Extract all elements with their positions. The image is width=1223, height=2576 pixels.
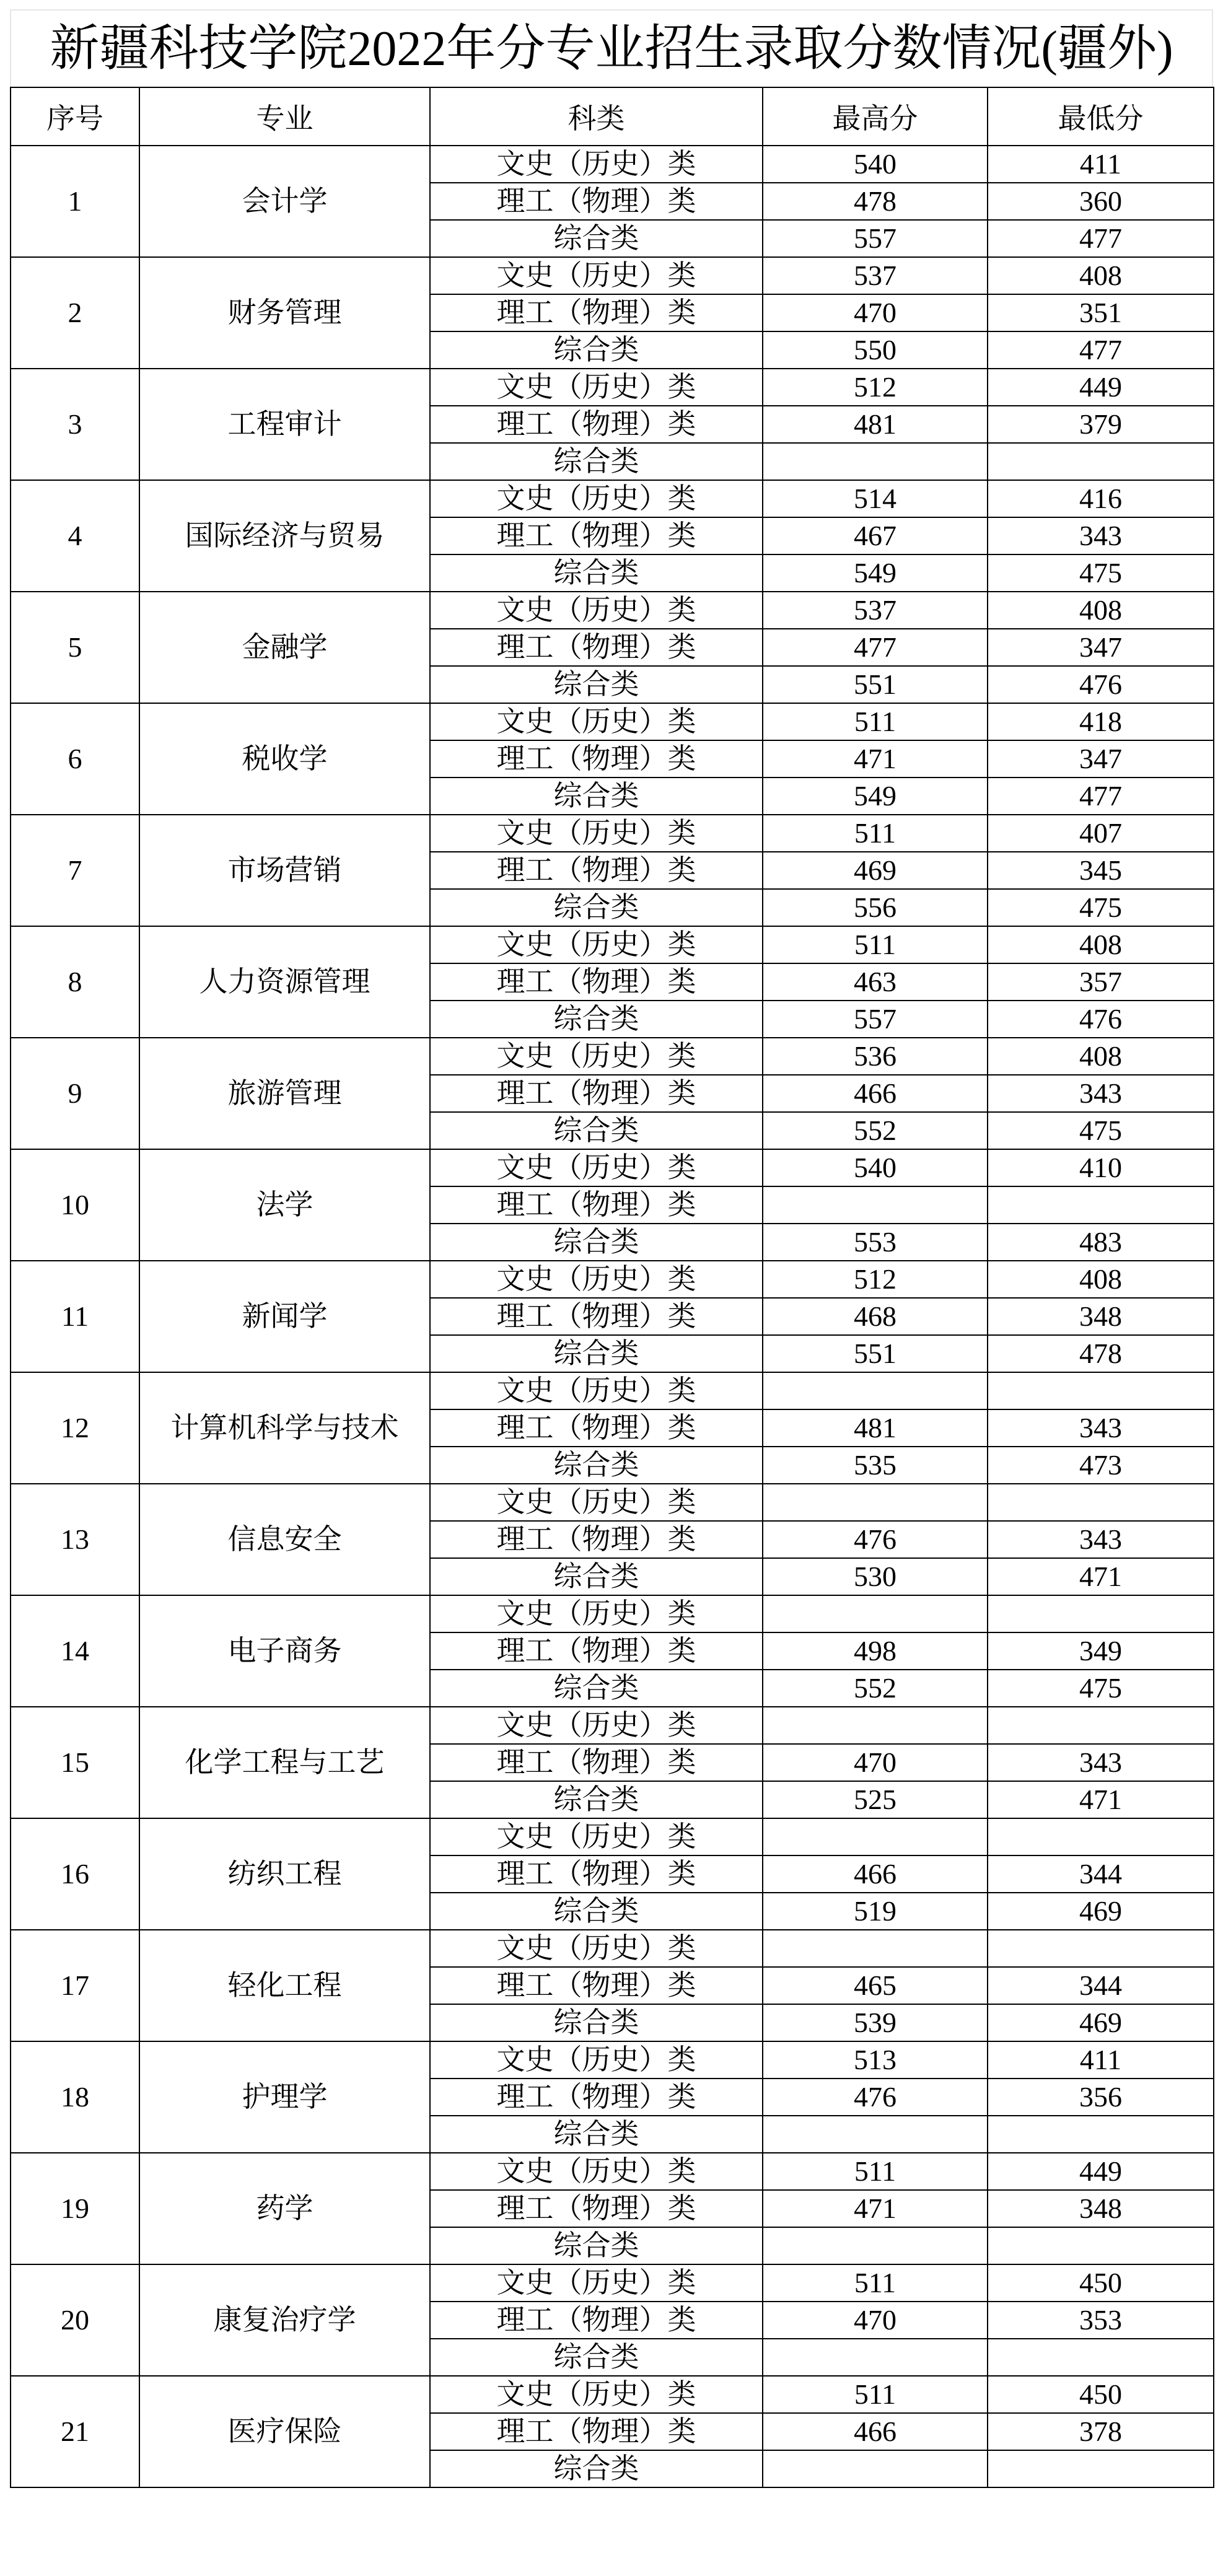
cell-seq: 9 [11, 1038, 139, 1149]
cell-max-score: 511 [763, 926, 988, 963]
cell-max-score: 540 [763, 1149, 988, 1186]
cell-category: 综合类 [430, 1001, 763, 1038]
cell-category: 文史（历史）类 [430, 1930, 763, 1967]
cell-major: 市场营销 [139, 815, 430, 926]
cell-major: 医疗保险 [139, 2376, 430, 2487]
cell-min-score: 353 [988, 2302, 1214, 2339]
cell-category: 综合类 [430, 331, 763, 369]
cell-category: 理工（物理）类 [430, 1967, 763, 2004]
cell-seq: 12 [11, 1372, 139, 1484]
cell-category: 综合类 [430, 2116, 763, 2153]
cell-min-score: 343 [988, 517, 1214, 554]
cell-min-score: 343 [988, 1409, 1214, 1447]
cell-major: 信息安全 [139, 1484, 430, 1595]
cell-min-score: 347 [988, 740, 1214, 778]
cell-category: 理工（物理）类 [430, 2302, 763, 2339]
table-row [11, 257, 1214, 294]
cell-seq: 17 [11, 1930, 139, 2041]
cell-max-score [763, 1186, 988, 1224]
cell-min-score: 343 [988, 1075, 1214, 1112]
cell-min-score: 471 [988, 1781, 1214, 1818]
cell-max-score: 530 [763, 1558, 988, 1595]
cell-category: 综合类 [430, 1558, 763, 1595]
cell-major: 人力资源管理 [139, 926, 430, 1038]
cell-max-score: 552 [763, 1670, 988, 1707]
cell-max-score: 550 [763, 331, 988, 369]
cell-min-score: 477 [988, 220, 1214, 257]
cell-max-score: 481 [763, 406, 988, 443]
cell-min-score: 483 [988, 1224, 1214, 1261]
cell-max-score: 512 [763, 369, 988, 406]
cell-category: 文史（历史）类 [430, 2376, 763, 2413]
cell-min-score: 475 [988, 554, 1214, 592]
cell-min-score [988, 2227, 1214, 2264]
cell-category: 文史（历史）类 [430, 1149, 763, 1186]
cell-category: 综合类 [430, 1781, 763, 1818]
cell-major: 康复治疗学 [139, 2264, 430, 2376]
cell-min-score: 416 [988, 480, 1214, 517]
admission-scores-table [10, 87, 1214, 2488]
cell-min-score [988, 1186, 1214, 1224]
cell-max-score: 537 [763, 592, 988, 629]
cell-category: 综合类 [430, 1670, 763, 1707]
table-row [11, 480, 1214, 517]
cell-max-score: 551 [763, 1335, 988, 1372]
cell-max-score: 470 [763, 294, 988, 331]
cell-category: 文史（历史）类 [430, 369, 763, 406]
cell-category: 理工（物理）类 [430, 1521, 763, 1558]
cell-major: 会计学 [139, 146, 430, 257]
cell-max-score: 511 [763, 2376, 988, 2413]
cell-max-score: 549 [763, 554, 988, 592]
cell-min-score: 408 [988, 257, 1214, 294]
cell-category: 综合类 [430, 2227, 763, 2264]
cell-min-score: 408 [988, 926, 1214, 963]
cell-category: 理工（物理）类 [430, 517, 763, 554]
cell-major: 法学 [139, 1149, 430, 1261]
cell-min-score [988, 2450, 1214, 2487]
cell-max-score: 540 [763, 146, 988, 183]
table-row [11, 1038, 1214, 1075]
cell-max-score: 525 [763, 1781, 988, 1818]
cell-max-score: 481 [763, 1409, 988, 1447]
cell-max-score [763, 1595, 988, 1632]
cell-max-score [763, 2450, 988, 2487]
cell-category: 综合类 [430, 220, 763, 257]
cell-max-score: 511 [763, 703, 988, 740]
cell-max-score: 557 [763, 220, 988, 257]
cell-category: 综合类 [430, 554, 763, 592]
cell-min-score: 478 [988, 1335, 1214, 1372]
cell-category: 理工（物理）类 [430, 2190, 763, 2227]
cell-category: 文史（历史）类 [430, 2041, 763, 2079]
cell-min-score [988, 443, 1214, 480]
cell-max-score: 465 [763, 1967, 988, 2004]
cell-category: 文史（历史）类 [430, 146, 763, 183]
cell-seq: 11 [11, 1261, 139, 1372]
cell-min-score: 475 [988, 1112, 1214, 1149]
cell-min-score: 408 [988, 1261, 1214, 1298]
cell-max-score [763, 443, 988, 480]
cell-category: 文史（历史）类 [430, 926, 763, 963]
cell-seq: 19 [11, 2153, 139, 2264]
cell-max-score [763, 2339, 988, 2376]
cell-category: 文史（历史）类 [430, 2153, 763, 2190]
cell-seq: 4 [11, 480, 139, 592]
table-row [11, 1707, 1214, 1744]
cell-seq: 3 [11, 369, 139, 480]
cell-min-score: 418 [988, 703, 1214, 740]
cell-seq: 21 [11, 2376, 139, 2487]
cell-category: 文史（历史）类 [430, 703, 763, 740]
cell-max-score: 476 [763, 2079, 988, 2116]
cell-category: 理工（物理）类 [430, 1855, 763, 1893]
cell-max-score [763, 2116, 988, 2153]
cell-major: 轻化工程 [139, 1930, 430, 2041]
cell-max-score: 537 [763, 257, 988, 294]
cell-major: 财务管理 [139, 257, 430, 369]
cell-min-score: 475 [988, 1670, 1214, 1707]
cell-max-score: 498 [763, 1632, 988, 1670]
cell-min-score: 343 [988, 1521, 1214, 1558]
cell-max-score: 512 [763, 1261, 988, 1298]
cell-category: 综合类 [430, 1893, 763, 1930]
table-row [11, 1595, 1214, 1632]
cell-min-score: 357 [988, 963, 1214, 1001]
cell-seq: 10 [11, 1149, 139, 1261]
cell-max-score: 471 [763, 2190, 988, 2227]
cell-seq: 7 [11, 815, 139, 926]
header-max-score: 最高分 [763, 87, 988, 146]
cell-major: 护理学 [139, 2041, 430, 2153]
cell-max-score [763, 2227, 988, 2264]
cell-seq: 18 [11, 2041, 139, 2153]
cell-max-score [763, 1484, 988, 1521]
cell-min-score: 449 [988, 369, 1214, 406]
cell-max-score: 476 [763, 1521, 988, 1558]
header-min-score: 最低分 [988, 87, 1214, 146]
cell-min-score: 356 [988, 2079, 1214, 2116]
cell-max-score: 557 [763, 1001, 988, 1038]
cell-max-score: 511 [763, 815, 988, 852]
cell-category: 文史（历史）类 [430, 1372, 763, 1409]
cell-max-score: 556 [763, 889, 988, 926]
cell-major: 旅游管理 [139, 1038, 430, 1149]
cell-seq: 2 [11, 257, 139, 369]
page-title: 新疆科技学院2022年分专业招生录取分数情况(疆外) [50, 21, 1173, 76]
cell-min-score: 473 [988, 1447, 1214, 1484]
cell-max-score: 552 [763, 1112, 988, 1149]
cell-max-score: 553 [763, 1224, 988, 1261]
cell-min-score: 410 [988, 1149, 1214, 1186]
table-row [11, 2376, 1214, 2413]
cell-min-score: 477 [988, 331, 1214, 369]
cell-category: 综合类 [430, 2339, 763, 2376]
cell-category: 综合类 [430, 2004, 763, 2041]
cell-max-score: 471 [763, 740, 988, 778]
table-row [11, 2041, 1214, 2079]
table-row [11, 1261, 1214, 1298]
cell-max-score: 463 [763, 963, 988, 1001]
cell-major: 纺织工程 [139, 1818, 430, 1930]
cell-max-score: 466 [763, 1075, 988, 1112]
cell-category: 理工（物理）类 [430, 406, 763, 443]
cell-seq: 15 [11, 1707, 139, 1818]
cell-category: 文史（历史）类 [430, 1038, 763, 1075]
cell-category: 文史（历史）类 [430, 257, 763, 294]
cell-major: 国际经济与贸易 [139, 480, 430, 592]
cell-category: 理工（物理）类 [430, 740, 763, 778]
cell-seq: 6 [11, 703, 139, 815]
cell-max-score: 468 [763, 1298, 988, 1335]
cell-category: 理工（物理）类 [430, 1744, 763, 1781]
cell-category: 综合类 [430, 1335, 763, 1372]
cell-max-score: 514 [763, 480, 988, 517]
cell-seq: 16 [11, 1818, 139, 1930]
cell-min-score: 344 [988, 1855, 1214, 1893]
table-row [11, 146, 1214, 183]
table-row [11, 1818, 1214, 1855]
cell-min-score: 345 [988, 852, 1214, 889]
cell-category: 综合类 [430, 1447, 763, 1484]
cell-category: 理工（物理）类 [430, 1409, 763, 1447]
cell-category: 理工（物理）类 [430, 2413, 763, 2450]
cell-category: 综合类 [430, 443, 763, 480]
cell-max-score: 467 [763, 517, 988, 554]
cell-max-score: 539 [763, 2004, 988, 2041]
cell-min-score: 348 [988, 1298, 1214, 1335]
cell-min-score: 411 [988, 2041, 1214, 2079]
header-major: 专业 [139, 87, 430, 146]
cell-min-score: 349 [988, 1632, 1214, 1670]
cell-category: 文史（历史）类 [430, 2264, 763, 2302]
table-row [11, 703, 1214, 740]
cell-category: 理工（物理）类 [430, 1632, 763, 1670]
cell-min-score: 348 [988, 2190, 1214, 2227]
cell-major: 电子商务 [139, 1595, 430, 1707]
table-row [11, 1484, 1214, 1521]
cell-category: 理工（物理）类 [430, 294, 763, 331]
cell-category: 文史（历史）类 [430, 815, 763, 852]
cell-max-score [763, 1707, 988, 1744]
cell-category: 理工（物理）类 [430, 1298, 763, 1335]
cell-max-score: 470 [763, 1744, 988, 1781]
table-row [11, 369, 1214, 406]
header-row [11, 87, 1214, 146]
cell-category: 理工（物理）类 [430, 1186, 763, 1224]
cell-max-score: 469 [763, 852, 988, 889]
cell-seq: 5 [11, 592, 139, 703]
cell-min-score: 408 [988, 1038, 1214, 1075]
cell-min-score: 450 [988, 2376, 1214, 2413]
cell-major: 药学 [139, 2153, 430, 2264]
cell-max-score: 466 [763, 1855, 988, 1893]
cell-min-score [988, 1930, 1214, 1967]
header-category: 科类 [430, 87, 763, 146]
cell-category: 理工（物理）类 [430, 629, 763, 666]
cell-min-score: 360 [988, 183, 1214, 220]
table-row [11, 592, 1214, 629]
cell-max-score: 470 [763, 2302, 988, 2339]
cell-seq: 1 [11, 146, 139, 257]
cell-category: 文史（历史）类 [430, 480, 763, 517]
table-body [11, 146, 1214, 2487]
cell-category: 综合类 [430, 2450, 763, 2487]
cell-max-score [763, 1372, 988, 1409]
cell-max-score: 511 [763, 2153, 988, 2190]
cell-min-score: 378 [988, 2413, 1214, 2450]
cell-category: 文史（历史）类 [430, 592, 763, 629]
cell-category: 理工（物理）类 [430, 1075, 763, 1112]
cell-category: 综合类 [430, 1224, 763, 1261]
cell-major: 新闻学 [139, 1261, 430, 1372]
cell-min-score: 469 [988, 2004, 1214, 2041]
cell-min-score [988, 2116, 1214, 2153]
cell-min-score: 471 [988, 1558, 1214, 1595]
cell-min-score: 344 [988, 1967, 1214, 2004]
table-row [11, 2153, 1214, 2190]
cell-max-score: 513 [763, 2041, 988, 2079]
table-row [11, 1930, 1214, 1967]
cell-category: 综合类 [430, 666, 763, 703]
cell-category: 理工（物理）类 [430, 852, 763, 889]
cell-min-score [988, 1707, 1214, 1744]
cell-min-score [988, 1818, 1214, 1855]
table-row [11, 1372, 1214, 1409]
cell-max-score: 536 [763, 1038, 988, 1075]
cell-min-score: 411 [988, 146, 1214, 183]
cell-max-score [763, 1930, 988, 1967]
cell-max-score: 535 [763, 1447, 988, 1484]
cell-max-score: 549 [763, 778, 988, 815]
cell-max-score: 477 [763, 629, 988, 666]
cell-min-score [988, 1595, 1214, 1632]
cell-min-score: 407 [988, 815, 1214, 852]
cell-min-score: 450 [988, 2264, 1214, 2302]
cell-min-score: 449 [988, 2153, 1214, 2190]
cell-category: 文史（历史）类 [430, 1595, 763, 1632]
cell-min-score: 351 [988, 294, 1214, 331]
cell-max-score: 511 [763, 2264, 988, 2302]
cell-category: 理工（物理）类 [430, 963, 763, 1001]
cell-major: 计算机科学与技术 [139, 1372, 430, 1484]
table-row [11, 1149, 1214, 1186]
cell-category: 文史（历史）类 [430, 1484, 763, 1521]
cell-category: 综合类 [430, 1112, 763, 1149]
cell-min-score: 477 [988, 778, 1214, 815]
cell-category: 综合类 [430, 778, 763, 815]
cell-min-score: 475 [988, 889, 1214, 926]
cell-category: 文史（历史）类 [430, 1707, 763, 1744]
cell-category: 理工（物理）类 [430, 183, 763, 220]
cell-seq: 20 [11, 2264, 139, 2376]
cell-min-score: 408 [988, 592, 1214, 629]
table-row [11, 2264, 1214, 2302]
cell-min-score: 379 [988, 406, 1214, 443]
header-seq: 序号 [11, 87, 139, 146]
cell-min-score [988, 2339, 1214, 2376]
cell-category: 文史（历史）类 [430, 1261, 763, 1298]
cell-major: 税收学 [139, 703, 430, 815]
cell-min-score [988, 1484, 1214, 1521]
cell-major: 金融学 [139, 592, 430, 703]
cell-min-score: 343 [988, 1744, 1214, 1781]
cell-category: 理工（物理）类 [430, 2079, 763, 2116]
cell-min-score: 347 [988, 629, 1214, 666]
cell-min-score: 476 [988, 666, 1214, 703]
table-row [11, 926, 1214, 963]
cell-seq: 8 [11, 926, 139, 1038]
cell-seq: 14 [11, 1595, 139, 1707]
cell-min-score [988, 1372, 1214, 1409]
cell-min-score: 476 [988, 1001, 1214, 1038]
cell-major: 工程审计 [139, 369, 430, 480]
cell-max-score: 519 [763, 1893, 988, 1930]
cell-major: 化学工程与工艺 [139, 1707, 430, 1818]
table-row [11, 815, 1214, 852]
cell-max-score: 466 [763, 2413, 988, 2450]
cell-category: 文史（历史）类 [430, 1818, 763, 1855]
cell-max-score: 478 [763, 183, 988, 220]
cell-min-score: 469 [988, 1893, 1214, 1930]
cell-category: 综合类 [430, 889, 763, 926]
cell-seq: 13 [11, 1484, 139, 1595]
cell-max-score: 551 [763, 666, 988, 703]
cell-max-score [763, 1818, 988, 1855]
